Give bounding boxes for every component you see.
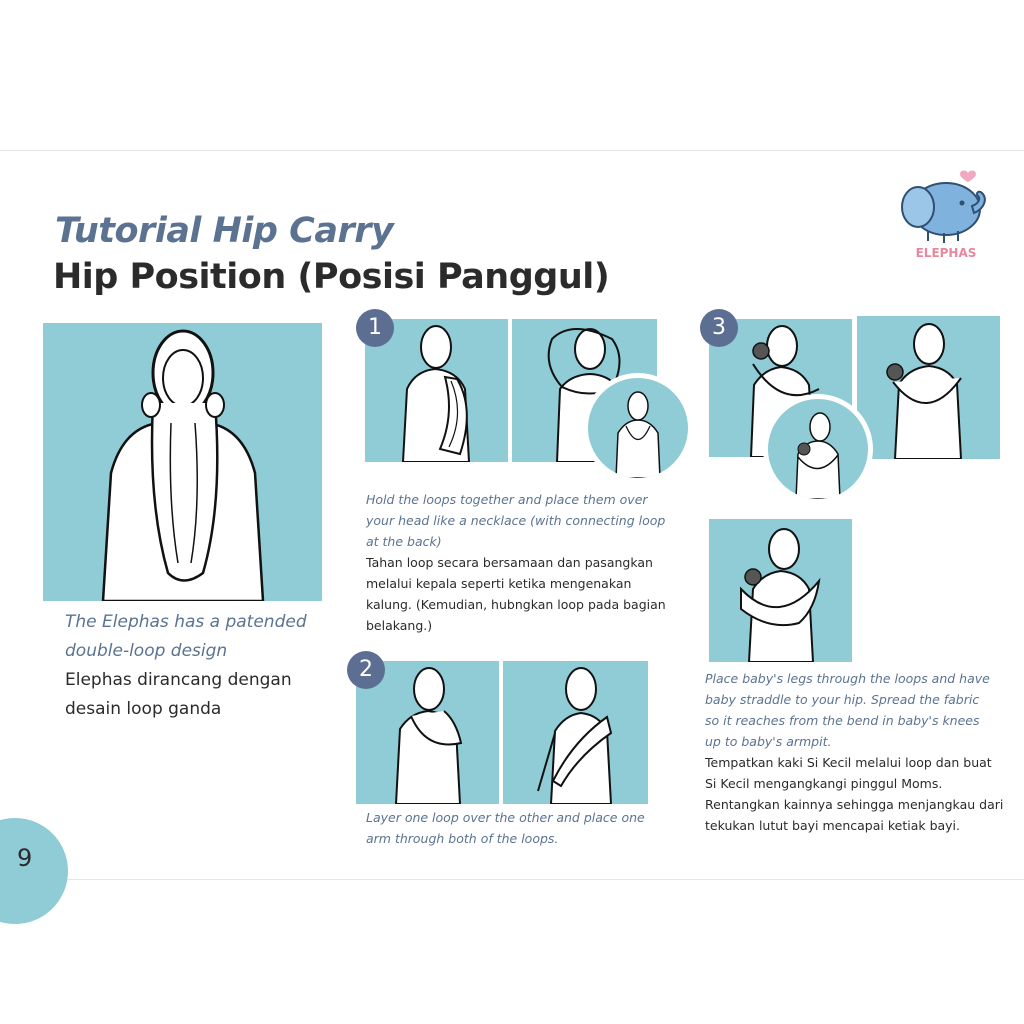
woman-hip-carry-icon xyxy=(857,316,1000,459)
intro-caption-id: Elephas dirancang dengan desain loop ganda xyxy=(65,670,292,719)
page-number-badge xyxy=(0,818,68,924)
woman-baby-front-view-icon xyxy=(768,399,868,499)
elephas-logo xyxy=(888,163,998,263)
step2-panel-b xyxy=(503,661,648,804)
tutorial-page xyxy=(0,150,1024,880)
intro-illustration xyxy=(43,323,322,601)
woman-arm-through-loops-icon xyxy=(503,661,648,804)
step1-caption-en: Hold the loops together and place them over your head like a necklace (with connecting loop at the back) xyxy=(366,492,666,549)
page-number: 9 xyxy=(17,844,33,872)
woman-back-view-icon xyxy=(588,378,688,478)
woman-spreading-fabric-icon xyxy=(709,519,852,662)
step3-caption-id: Tempatkan kaki Si Kecil melalui loop dan buat Si Kecil mengangkangi pinggul Moms. Rentangkan kainnya sehingga menjangkau dari tekukan lutut bayi mencapai ketiak bayi. xyxy=(705,755,1004,833)
step1-number-badge: 1 xyxy=(356,309,394,347)
tutorial-title: Tutorial Hip Carry xyxy=(55,211,394,251)
logo-text: ELEPHAS xyxy=(915,246,977,260)
step3-detail-inset xyxy=(763,394,873,504)
step3-number-badge: 3 xyxy=(700,309,738,347)
elephant-logo-icon xyxy=(888,163,998,263)
step3-panel-b xyxy=(857,316,1000,459)
step2-caption-en: Layer one loop over the other and place one arm through both of the loops. xyxy=(366,810,645,846)
woman-holding-carrier-icon xyxy=(43,323,322,601)
position-title: Hip Position (Posisi Panggul) xyxy=(53,257,610,297)
step1-back-view-inset xyxy=(583,373,693,483)
step3-panel-c xyxy=(709,519,852,662)
step1-caption-id: Tahan loop secara bersamaan dan pasangkan melalui kepala seperti ketika mengenakan kalung. (Kemudian, hubngkan loop pada bagian belakang.) xyxy=(366,555,666,633)
step3-caption-en: Place baby's legs through the loops and have baby straddle to your hip. Spread the fabric so it reaches from the bend in baby's knees up to baby's armpit. xyxy=(705,671,990,749)
step2-number-badge: 2 xyxy=(347,651,385,689)
intro-caption-en: The Elephas has a patended double-loop design xyxy=(65,612,307,661)
